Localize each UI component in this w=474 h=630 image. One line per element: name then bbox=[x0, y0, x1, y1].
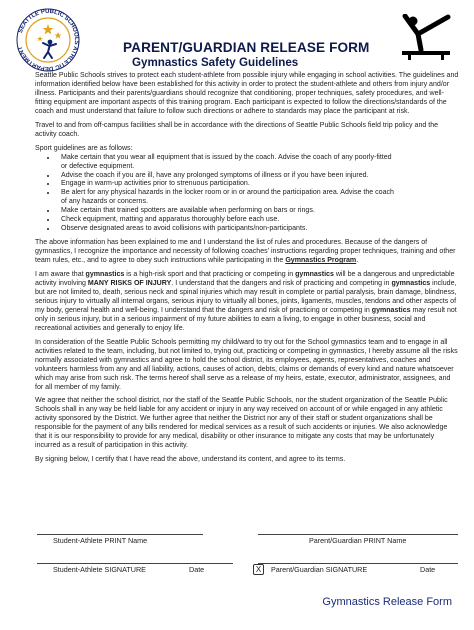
risk-text-5: include, but are not limited to, death, serious neck and spinal injuries which may result in complete or partial paralysis, brain damage, blindness, serious injury to virtually all internal organs, serious injury to virtually all bones, joints, ligaments, muscles, tendons and other aspects of my body, general health and well-being. I understand that the dangers and risk of practicing or competing in bbox=[35, 280, 457, 314]
student-print-name-line[interactable] bbox=[37, 534, 203, 535]
consideration-paragraph: In consideration of the Seattle Public Schools permitting my child/ward to try out for the School gymnastics team and to engage in all activities related to the team, including, but not limited to, trying out, practicing or competing in gymnastics, I hereby assume all the risks normally associated with gymnastics and agree to hold the school district, its employees, agents, representatives, coaches and volunteers harmless from any and all liability, actions, causes of action, debts, claims or demands of every kind and nature whatsoever which may arise from such risk. The terms hereof shall serve as a release of my heirs, estate, executor, administrator, assignees, and for all member of my family. bbox=[35, 338, 458, 391]
risk-text-6: may result not only in serious injury, but in a serious impairment of my future abilities to earn a living, to engage in other business, social and recreational activities and generally to enjoy life. bbox=[35, 306, 457, 332]
parent-print-name-line[interactable] bbox=[258, 534, 458, 535]
guideline-item: • Be alert for any physical hazards in the locker room or in or around the participation area. Advise the coach bbox=[57, 189, 459, 198]
form-body bbox=[35, 72, 459, 470]
certification-statement: By signing below, I certify that I have read the above, understand its content, and agree to its terms. bbox=[35, 456, 346, 464]
risk-text-1: I am aware that bbox=[35, 271, 86, 279]
parent-signature-label: Parent/Guardian SIGNATURE bbox=[271, 565, 368, 574]
logo-ring-text: SEATTLE PUBLIC SCHOOLS ATHLETIC DEPARTMENT bbox=[17, 8, 80, 72]
guidelines-list bbox=[35, 154, 459, 235]
footer-form-name: Gymnastics Release Form bbox=[322, 596, 452, 608]
athletic-department-logo bbox=[14, 6, 82, 74]
student-date-label: Date bbox=[189, 565, 205, 574]
gymnastics-emphasis: gymnastics bbox=[85, 271, 125, 279]
student-signature-line[interactable] bbox=[37, 563, 233, 564]
risk-text-2: is a high-risk sport and that practicing or competing in bbox=[124, 271, 296, 279]
risk-paragraph bbox=[35, 271, 459, 334]
guideline-item: • Make certain that trained spotters are available when performing on bars or rings. bbox=[57, 207, 459, 216]
print-name-row bbox=[35, 534, 459, 558]
guideline-item: • Make certain that you wear all equipment that is issued by the coach. Advise the coach of any poorly-fitted bbox=[57, 154, 459, 163]
explained-end: . bbox=[356, 257, 359, 265]
many-risks-emphasis: MANY RISKS OF INJURY bbox=[87, 280, 172, 288]
guideline-item-continued: or defective equipment. bbox=[61, 162, 135, 170]
parent-date-label: Date bbox=[420, 565, 436, 574]
guideline-item-continued: of any hazards or concerns. bbox=[61, 198, 148, 206]
gymnast-balance-beam-icon bbox=[396, 14, 456, 60]
signature-x-mark: X bbox=[253, 564, 264, 575]
gymnastics-emphasis: gymnastics bbox=[371, 306, 411, 314]
guideline-item: • Observe designated areas to avoid collisions with participants/non-participants. bbox=[57, 225, 459, 234]
form-subtitle: Gymnastics Safety Guidelines bbox=[132, 56, 299, 69]
guideline-item: • Check equipment, matting and apparatus thoroughly before each use. bbox=[57, 216, 459, 225]
gymnastics-program-text: Gymnastics Program bbox=[285, 257, 357, 265]
signature-row bbox=[35, 563, 459, 587]
risk-text-4: . I understand that the dangers and risk of practicing and competing in bbox=[171, 280, 392, 288]
parent-signature-line[interactable] bbox=[258, 563, 458, 564]
travel-paragraph: Travel to and from off-campus facilities shall be in accordance with the directions of Seattle Public Schools field trip policy and the activity coach. bbox=[35, 121, 439, 138]
guideline-item: • Advise the coach if you are ill, have any prolonged symptoms of illness or if you have been injured. bbox=[57, 172, 459, 181]
student-signature-label: Student-Athlete SIGNATURE bbox=[53, 565, 146, 574]
explained-text: The above information has been explained to me and I understand the list of rules and procedures. Because of the dangers of gymnastics, I recognize the importance and necessity of following coaches' instructions regarding proper techniques, training and other team rules, etc., and to agree to obey such instructions while participating in the bbox=[35, 239, 456, 265]
agreement-paragraph: We agree that neither the school district, nor the staff of the Seattle Public Schools, nor the student organization of the Seattle Public Schools shall in any way be held liable for any accident or injury in any way received on account of or while engaged in any athletic activity sponsored by the District. We further agree that neither the District nor any of their staff or student organizations shall be responsible for the payment of any bills rendered for medical services as a result of such accidents or injuries. We also acknowledge that it is our responsibility to provide for any medical, disability or other insurance to mitigate any costs that may be unfortunately incurred as a result of participation in this activity. bbox=[35, 397, 448, 450]
guideline-item: • Engage in warm-up activities prior to strenuous participation. bbox=[57, 180, 459, 189]
guidelines-intro: Sport guidelines are as follows: bbox=[35, 144, 133, 152]
gymnastics-emphasis: gymnastics bbox=[391, 280, 431, 288]
explained-paragraph bbox=[35, 239, 459, 266]
risk-text-3: will be a dangerous and unpredictable activity involving bbox=[35, 271, 455, 288]
gymnastics-emphasis: gymnastics bbox=[295, 271, 334, 279]
parent-print-name-label: Parent/Guardian PRINT Name bbox=[309, 536, 407, 545]
student-print-name-label: Student-Athlete PRINT Name bbox=[53, 536, 148, 545]
form-title: PARENT/GUARDIAN RELEASE FORM bbox=[123, 40, 370, 55]
intro-paragraph: Seattle Public Schools strives to protect each student-athlete from possible injury while engaging in school activities. The guidelines and information identified below have been established for this activity in order to protect the student-athlete and others from injury and/or illness. Participants and their parents/guardians should recognize that conditioning, proper techniques, safety procedures, and well-fitting equipment are important aspects of this training program. Each participant is expected to follow the directions/standards of the coach and must understand that failure to follow such directions or adhere to standards may place the participant at risk. bbox=[35, 72, 459, 115]
